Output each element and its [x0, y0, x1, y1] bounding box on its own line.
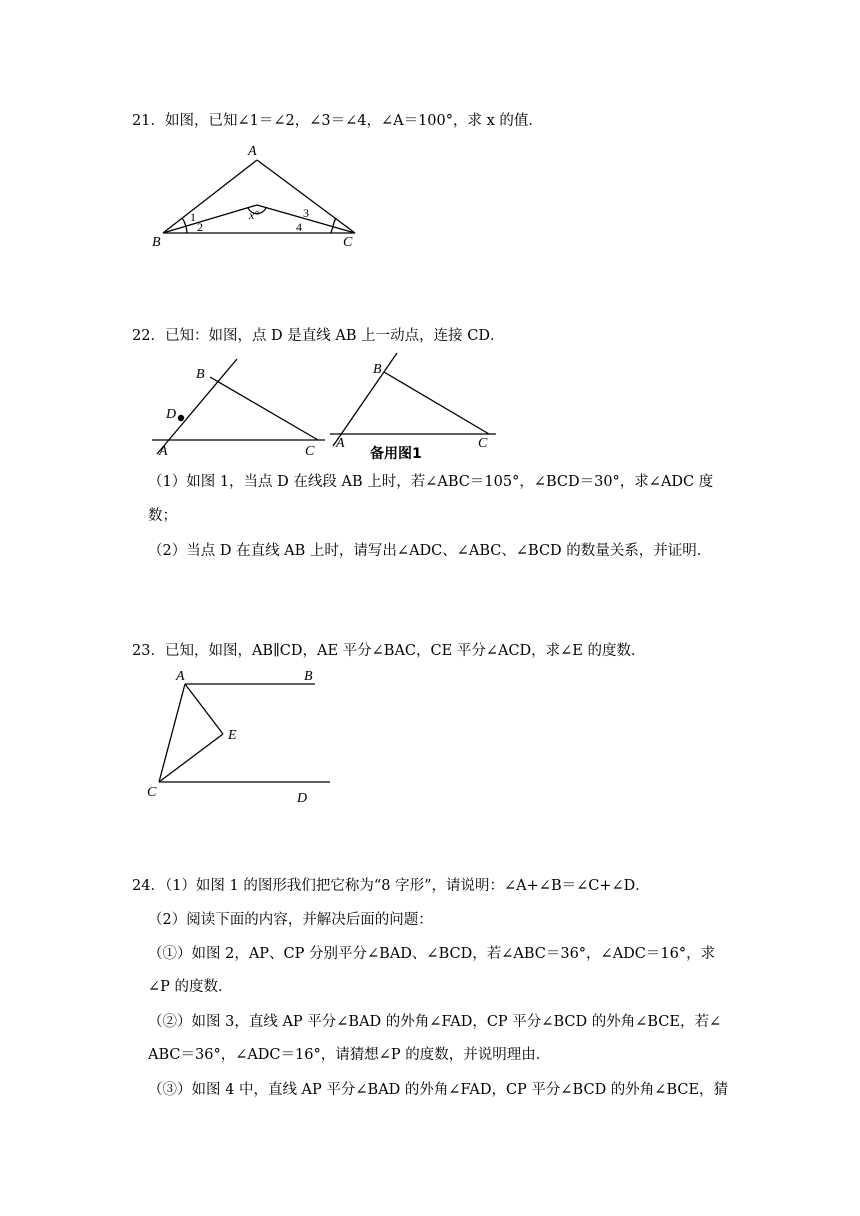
label-c: C [343, 235, 353, 250]
problem-23-stem: 23．已知，如图，AB∥CD，AE 平分∠BAC，CE 平分∠ACD，求∠E 的度数． [132, 643, 646, 659]
problem-22-stem: 22．已知：如图，点 D 是直线 AB 上一动点，连接 CD． [132, 328, 505, 344]
problem-24-line4: ∠P 的度数． [148, 979, 233, 995]
label-c: C [305, 444, 315, 459]
label-angle-1: 1 [190, 210, 196, 224]
label-c: C [147, 785, 157, 800]
label-angle-3: 3 [303, 206, 309, 220]
caption-spare-figure: 备用图1 [370, 446, 422, 462]
problem-24-line1: 24．（1）如图 1 的图形我们把它称为“8 字形”，请说明：∠A+∠B＝∠C+∠D． [132, 878, 650, 894]
label-a: A [248, 144, 257, 159]
problem-22-q1-line1: （1）如图 1，当点 D 在线段 AB 上时，若∠ABC＝105°，∠BCD＝30°，求∠ADC 度 [148, 474, 714, 490]
problem-24-line3: （①）如图 2，AP、CP 分别平分∠BAD、∠BCD，若∠ABC＝36°，∠ADC＝16°，求 [148, 946, 716, 962]
label-a-spare: A [336, 436, 345, 451]
label-a: A [159, 444, 168, 459]
label-b-spare: B [373, 362, 382, 377]
segment-ac [159, 684, 185, 782]
label-d: D [166, 407, 177, 422]
label-e: E [228, 728, 237, 743]
label-b: B [304, 669, 313, 684]
problem-24-line7: （③）如图 4 中，直线 AP 平分∠BAD 的外角∠FAD，CP 平分∠BCD 的外角∠BCE，猜 [148, 1082, 729, 1098]
problem-24-line5: （②）如图 3，直线 AP 平分∠BAD 的外角∠FAD，CP 平分∠BCD 的外角∠BCE，若∠ [148, 1014, 722, 1030]
problem-24-line2: （2）阅读下面的内容，并解决后面的问题： [148, 912, 433, 928]
label-c-spare: C [478, 436, 488, 451]
segment-ce [159, 734, 223, 782]
problem-21-stem: 21．如图，已知∠1＝∠2，∠3＝∠4，∠A＝100°，求 x 的值． [132, 113, 543, 129]
label-a: A [176, 669, 185, 684]
label-x: x° [249, 208, 260, 222]
label-d: D [297, 791, 308, 806]
problem-24-line6: ABC＝36°，∠ADC＝16°，请猜想∠P 的度数，并说明理由． [148, 1047, 551, 1063]
label-angle-4: 4 [296, 220, 302, 234]
label-angle-2: 2 [197, 220, 203, 234]
segment-ae [185, 684, 223, 734]
label-b: B [196, 367, 205, 382]
problem-22-q2: （2）当点 D 在直线 AB 上时，请写出∠ADC、∠ABC、∠BCD 的数量关系，并证明． [148, 543, 712, 559]
problem-22-q1-line2: 数； [148, 508, 177, 524]
label-b: B [152, 235, 161, 250]
